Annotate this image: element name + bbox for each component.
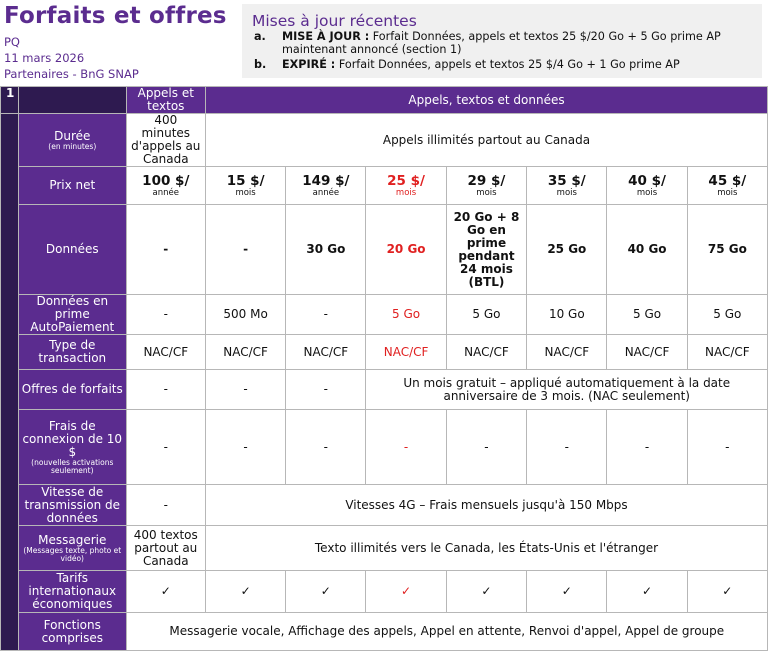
cell-duration-first: 400 minutes d'appels au Canada: [126, 114, 205, 167]
row-label-offers: Offres de forfaits: [18, 370, 126, 410]
offers-cell: -: [286, 370, 366, 410]
price-cell: 35 $/ mois: [527, 167, 607, 205]
price-cell: 15 $/ mois: [205, 167, 285, 205]
check-icon: ✓: [205, 571, 285, 613]
price-cell: 100 $/ année: [126, 167, 205, 205]
autopay-cell: 5 Go: [687, 295, 767, 335]
offers-cell: -: [126, 370, 205, 410]
check-icon: ✓: [366, 571, 446, 613]
transaction-cell: NAC/CF: [286, 335, 366, 370]
messaging-first: 400 textos partout au Canada: [126, 526, 205, 571]
offers-merged: Un mois gratuit – appliqué automatiquement à la date anniversaire de 3 mois. (NAC seulement): [366, 370, 768, 410]
price-cell: 45 $/ mois: [687, 167, 767, 205]
cell-duration-merged: Appels illimités partout au Canada: [205, 114, 767, 167]
fee-cell: -: [607, 410, 687, 485]
features-merged: Messagerie vocale, Affichage des appels, Appel en attente, Renvoi d'appel, Appel de groupe: [126, 613, 767, 651]
check-icon: ✓: [687, 571, 767, 613]
row-label-data: Données: [18, 205, 126, 295]
fee-cell: -: [527, 410, 607, 485]
fee-cell: -: [286, 410, 366, 485]
check-icon: ✓: [286, 571, 366, 613]
section-number: 1: [1, 87, 19, 114]
check-icon: ✓: [527, 571, 607, 613]
plans-table: [0, 86, 768, 651]
autopay-cell: -: [126, 295, 205, 335]
recent-updates-box: [242, 4, 762, 78]
row-label-transaction: Type de transaction: [18, 335, 126, 370]
data-cell: 20 Go + 8 Go en prime pendant 24 mois (BTL): [446, 205, 527, 295]
fee-cell: -: [205, 410, 285, 485]
check-icon: ✓: [607, 571, 687, 613]
speed-first: -: [126, 485, 205, 526]
header-calls-texts: Appels et textos: [126, 87, 205, 114]
row-label-features: Fonctions comprises: [18, 613, 126, 651]
price-cell: 29 $/ mois: [446, 167, 527, 205]
region-label: PQ: [4, 35, 20, 49]
header-calls-texts-data: Appels, textos et données: [205, 87, 767, 114]
price-cell: 40 $/ mois: [607, 167, 687, 205]
autopay-cell: 5 Go: [446, 295, 527, 335]
data-cell: -: [205, 205, 285, 295]
autopay-cell: 10 Go: [527, 295, 607, 335]
transaction-cell: NAC/CF: [126, 335, 205, 370]
offers-cell: -: [205, 370, 285, 410]
fee-cell: -: [126, 410, 205, 485]
data-cell: 30 Go: [286, 205, 366, 295]
data-cell: 40 Go: [607, 205, 687, 295]
autopay-cell: 500 Mo: [205, 295, 285, 335]
price-cell: 149 $/ année: [286, 167, 366, 205]
fee-cell-highlight: -: [366, 410, 446, 485]
speed-merged: Vitesses 4G – Frais mensuels jusqu'à 150 Mbps: [205, 485, 767, 526]
messaging-merged: Texto illimités vers le Canada, les États-Unis et l'étranger: [205, 526, 767, 571]
transaction-cell-highlight: NAC/CF: [366, 335, 446, 370]
data-cell: 75 Go: [687, 205, 767, 295]
date-label: 11 mars 2026: [4, 51, 85, 65]
update-item-b: b. EXPIRÉ : Forfait Données, appels et textos 25 $/4 Go + 1 Go prime AP: [254, 58, 680, 71]
data-cell: -: [126, 205, 205, 295]
fee-cell: -: [687, 410, 767, 485]
row-label-intl: Tarifs internationaux économiques: [18, 571, 126, 613]
autopay-cell-highlight: 5 Go: [366, 295, 446, 335]
transaction-cell: NAC/CF: [446, 335, 527, 370]
data-cell-highlight: 20 Go: [366, 205, 446, 295]
row-label-messaging: Messagerie (Messages texte, photo et vidéo): [18, 526, 126, 571]
row-label-connection-fee: Frais de connexion de 10 $ (nouvelles activations seulement): [18, 410, 126, 485]
data-cell: 25 Go: [527, 205, 607, 295]
check-icon: ✓: [446, 571, 527, 613]
row-label-autopay: Données en prime AutoPaiement: [18, 295, 126, 335]
fee-cell: -: [446, 410, 527, 485]
autopay-cell: 5 Go: [607, 295, 687, 335]
check-icon: ✓: [126, 571, 205, 613]
transaction-cell: NAC/CF: [607, 335, 687, 370]
row-label-duration: Durée (en minutes): [18, 114, 126, 167]
partner-label: Partenaires - BnG SNAP: [4, 67, 139, 81]
page-title: Forfaits et offres: [4, 3, 227, 29]
update-item-a: a. MISE À JOUR : Forfait Données, appels et textos 25 $/20 Go + 5 Go prime AP maintenant annoncé (section 1): [254, 30, 721, 56]
price-cell-highlight: 25 $/ mois: [366, 167, 446, 205]
transaction-cell: NAC/CF: [527, 335, 607, 370]
transaction-cell: NAC/CF: [205, 335, 285, 370]
row-label-price: Prix net: [18, 167, 126, 205]
autopay-cell: -: [286, 295, 366, 335]
recent-updates-heading: Mises à jour récentes: [252, 12, 417, 30]
row-label-speed: Vitesse de transmission de données: [18, 485, 126, 526]
transaction-cell: NAC/CF: [687, 335, 767, 370]
